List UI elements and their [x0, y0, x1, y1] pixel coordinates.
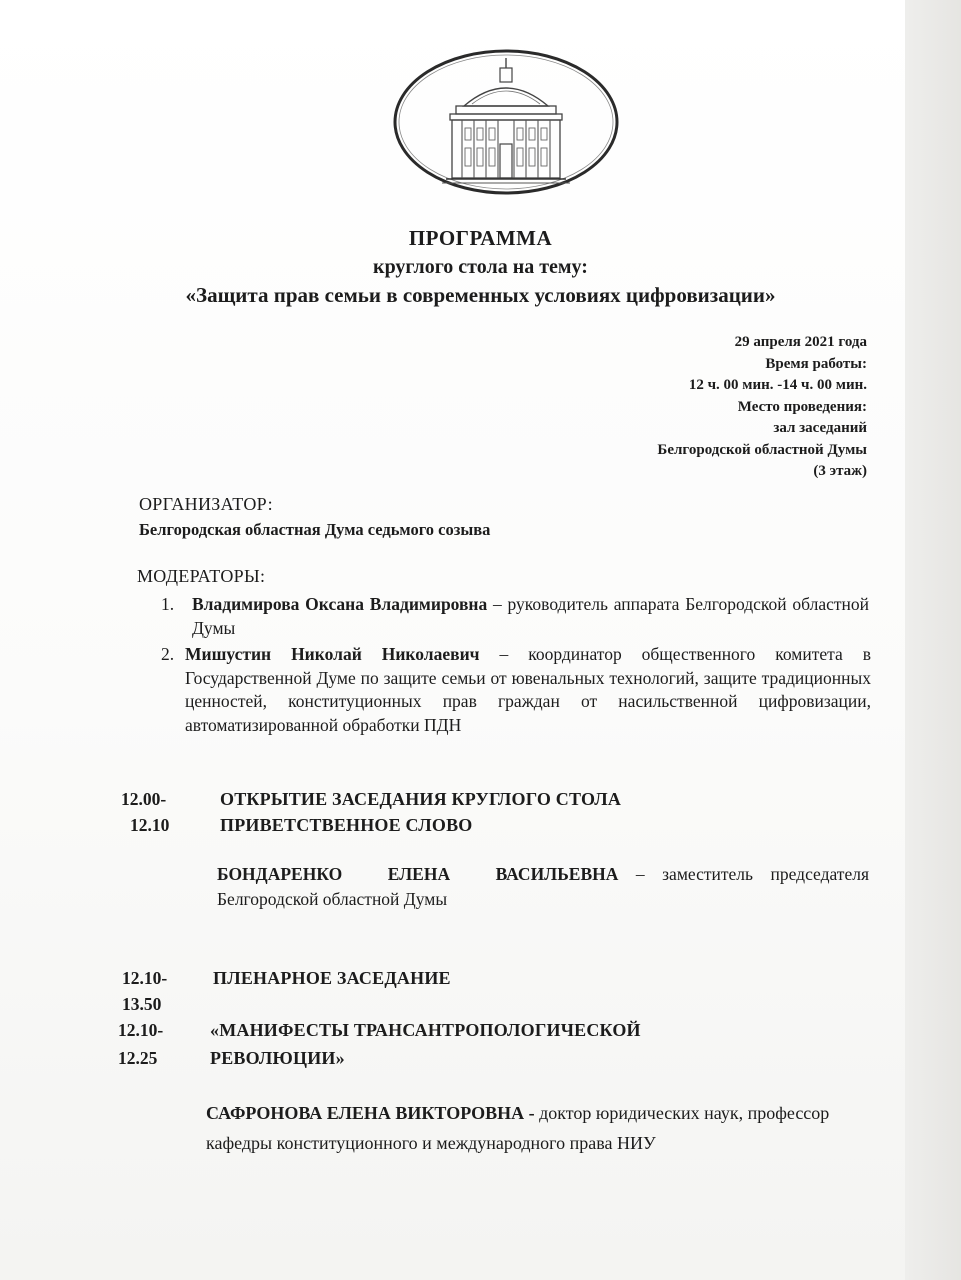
place-line2: Белгородской областной Думы — [657, 441, 867, 458]
item-1-time-end: 12.10 — [130, 815, 170, 835]
item-3-speaker-role: доктор юридических наук, профессор кафедры конституционного и международного права НИУ — [206, 1103, 830, 1153]
moderators-heading: МОДЕРАТОРЫ: — [137, 566, 266, 586]
moderator-2 — [185, 643, 871, 737]
item-3-title-1: «МАНИФЕСТЫ ТРАНСАНТРОПОЛОГИЧЕСКОЙ — [210, 1020, 641, 1040]
time-value: 12 ч. 00 мин. -14 ч. 00 мин. — [688, 377, 867, 393]
place-label: Место проведения: — [737, 398, 867, 415]
event-meta — [657, 332, 867, 483]
item-3-time-start: 12.10- — [118, 1020, 164, 1040]
item-2-title: ПЛЕНАРНОЕ ЗАСЕДАНИЕ — [213, 968, 451, 988]
item-3-title-2: РЕВОЛЮЦИИ» — [210, 1048, 345, 1068]
item-1-title-1: ОТКРЫТИЕ ЗАСЕДАНИЯ КРУГЛОГО СТОЛА — [220, 789, 622, 809]
item-3-time-end: 12.25 — [118, 1048, 158, 1068]
place-line1: зал заседаний — [773, 420, 867, 436]
moderator-1-num: 1. — [161, 594, 175, 614]
organizer-name: Белгородская областная Дума седьмого созыва — [139, 520, 491, 539]
item-2-time-start: 12.10- — [122, 968, 168, 988]
event-date: 29 апреля 2021 года — [734, 334, 867, 350]
duma-building-logo — [392, 48, 620, 196]
item-3-speaker-name: САФРОНОВА ЕЛЕНА ВИКТОРОВНА - — [206, 1103, 535, 1123]
item-2-time-end: 13.50 — [122, 994, 162, 1014]
moderator-1-name: Владимирова Оксана Владимировна — [192, 594, 488, 614]
program-topic: «Защита прав семьи в современных условиях цифровизации» — [185, 283, 776, 307]
moderator-1 — [192, 593, 869, 640]
moderator-2-role: – координатор общественного комитета в Государственной Думе по защите семьи от ювенальных технологий, защите традиционных ценностей, конституционных прав граждан от насильственной цифровизации, автоматизированной обработки ПДН — [185, 644, 871, 735]
time-label: Время работы: — [765, 355, 867, 372]
item-1-time-start: 12.00- — [121, 789, 167, 809]
item-1-title-2: ПРИВЕТСТВЕННОЕ СЛОВО — [220, 815, 473, 835]
moderator-1-role: – руководитель аппарата Белгородской областной Думы — [192, 594, 870, 638]
organizer-heading: ОРГАНИЗАТОР: — [139, 494, 273, 514]
program-title: ПРОГРАММА — [408, 226, 553, 250]
place-line3: (3 этаж) — [813, 463, 867, 479]
item-1-speaker — [217, 862, 869, 912]
moderator-2-num: 2. — [161, 644, 175, 664]
item-1-speaker-name: БОНДАРЕНКО ЕЛЕНА ВАСИЛЬЕВНА — [217, 864, 619, 884]
program-subtitle: круглого стола на тему: — [373, 256, 588, 278]
moderator-2-name: Мишустин Николай Николаевич — [185, 644, 480, 664]
background-page — [905, 0, 961, 1280]
item-1-speaker-role: – заместитель председателя Белгородской областной Думы — [217, 864, 869, 909]
item-3-speaker — [206, 1098, 886, 1158]
